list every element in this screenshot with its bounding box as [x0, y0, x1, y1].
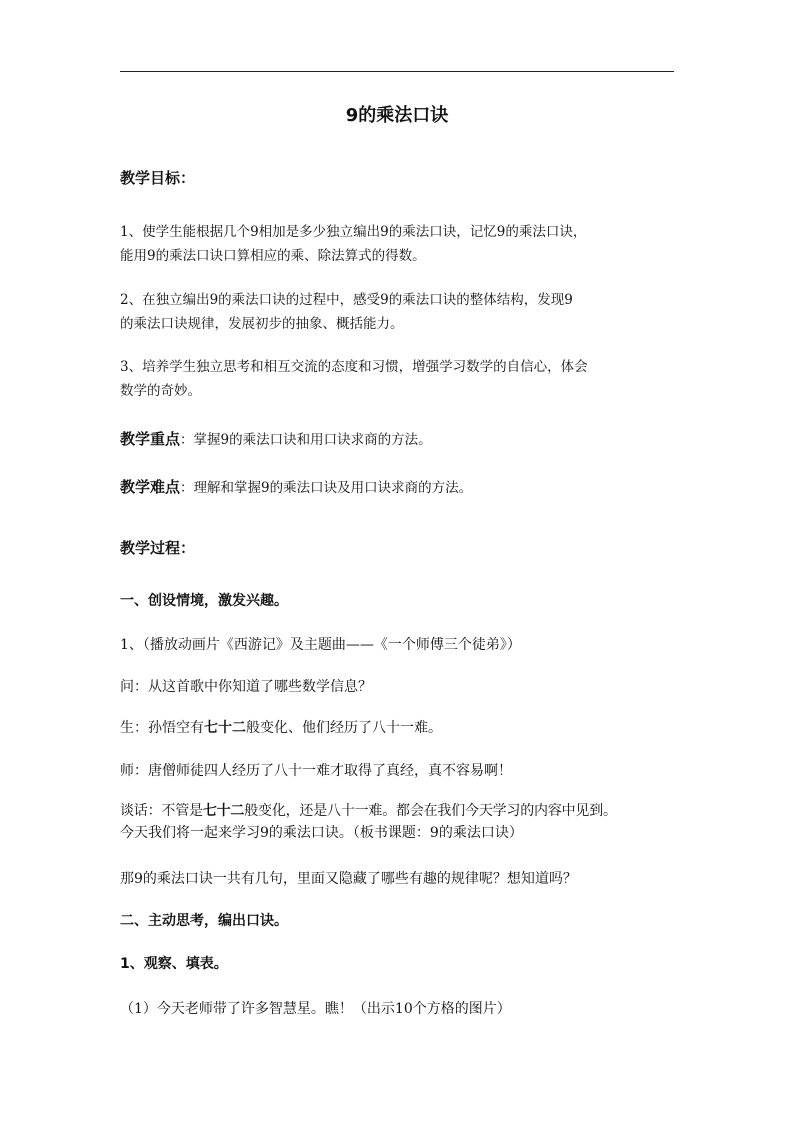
s1-student-pre: 生：孙悟空有	[120, 720, 204, 736]
key-point-text: 掌握9的乘法口诀和用口诀求商的方法。	[193, 432, 432, 448]
goal-1-line-1: 1、使学生能根据几个9相加是多少独立编出9的乘法口诀，记忆9的乘法口诀，	[120, 224, 587, 240]
key-point-colon: ：	[180, 432, 194, 448]
s1-talk-pre: 谈话：不管是	[120, 803, 203, 819]
goal-2-line-2: 的乘法口诀规律，发展初步的抽象、概括能力。	[120, 316, 404, 332]
process-heading: 教学过程：	[120, 539, 196, 557]
goals-heading: 教学目标：	[120, 169, 196, 187]
key-point-label: 教学重点	[120, 430, 181, 448]
s1-closing-question: 那9的乘法口诀一共有几句，里面又隐藏了哪些有趣的规律呢？想知道吗？	[120, 871, 577, 887]
section-2-heading: 二、主动思考，编出口诀。	[120, 913, 288, 929]
difficult-point-colon: ：	[180, 480, 194, 496]
s1-teacher: 师：唐僧师徒四人经历了八十一难才取得了真经，真不容易啊！	[120, 763, 512, 779]
s1-student-bold: 七十二	[204, 720, 246, 736]
key-point	[120, 425, 674, 454]
page-title: 9的乘法口诀	[345, 105, 449, 126]
header-rule	[120, 71, 674, 72]
s2-sub-1: 1、观察、填表。	[120, 956, 228, 972]
goal-2-line-1: 2、在独立编出9的乘法口诀的过程中，感受9的乘法口诀的整体结构，发现9	[120, 292, 573, 308]
s2-paragraph-1: （1）今天老师带了许多智慧星。瞧！（出示10个方格的图片）	[120, 1001, 511, 1017]
goal-3-line-1: 3、培养学生独立思考和相互交流的态度和习惯，增强学习数学的自信心，体会	[120, 359, 588, 375]
s1-talk-post: 般变化，还是八十一难。都会在我们今天学习的内容中见到。	[244, 803, 617, 819]
s1-item-1: 1、（播放动画片《西游记》及主题曲——《一个师傅三个徒弟》）	[120, 637, 521, 653]
s1-student	[120, 714, 674, 742]
s1-talk-line-2: 今天我们将一起来学习9的乘法口诀。（板书课题：9的乘法口诀）	[120, 825, 523, 841]
goal-1-line-2: 能用9的乘法口诀口算相应的乘、除法算式的得数。	[120, 248, 426, 264]
difficult-point-text: 理解和掌握9的乘法口诀及用口诀求商的方法。	[193, 480, 473, 496]
s1-talk-bold: 七十二	[202, 803, 245, 819]
s1-question: 问：从这首歌中你知道了哪些数学信息？	[120, 679, 372, 695]
difficult-point	[120, 473, 674, 502]
section-1-heading: 一、创设情境，激发兴趣。	[120, 593, 288, 609]
s1-student-post: 般变化、他们经历了八十一难。	[246, 720, 442, 736]
goal-3-line-2: 数学的奇妙。	[120, 383, 201, 399]
difficult-point-label: 教学难点	[120, 478, 181, 496]
